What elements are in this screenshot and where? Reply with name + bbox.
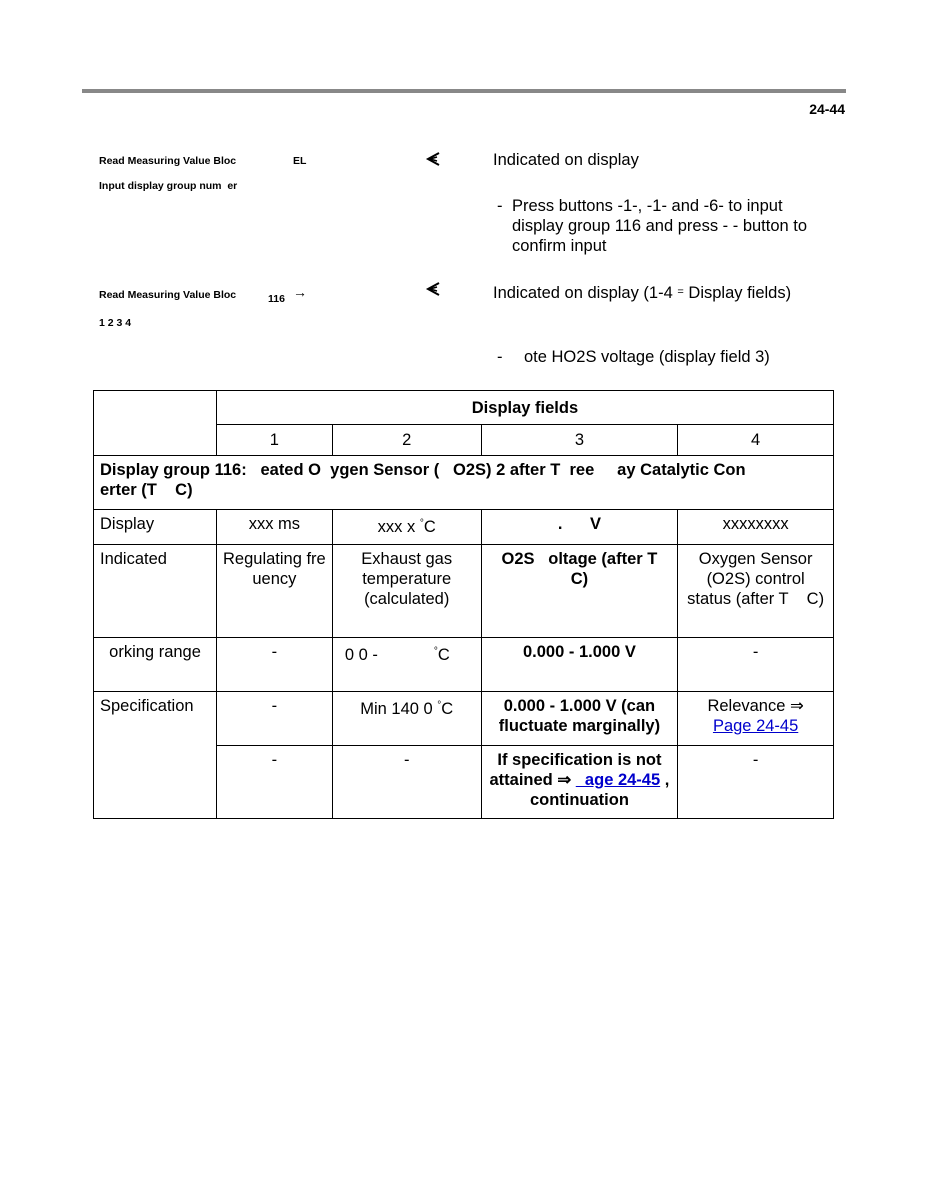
step1-bullet-dash: -: [497, 197, 503, 215]
working-f2-value: 0 0 -: [344, 646, 378, 664]
step1-bullet: Press buttons -1-, -1- and -6- to input display group 116 and press - - button to confirm input: [512, 197, 808, 255]
display-f1: xxx ms: [216, 510, 332, 545]
screen-line-1: Read Measuring Value Bloc: [99, 155, 237, 167]
not-attained-f2: -: [332, 746, 481, 819]
table-row-specification: [94, 692, 834, 746]
working-f1: -: [216, 638, 332, 692]
spec-f4: [678, 692, 834, 746]
table-header-row: [94, 391, 834, 425]
display-fields-table: [93, 390, 834, 819]
table-row-indicated: [94, 545, 834, 638]
field-number-3: 3: [481, 425, 678, 456]
indicated-f1: Regulating fre uency: [216, 545, 332, 638]
page-24-45-link[interactable]: Page 24-45: [712, 717, 799, 735]
screen2-line-2: 1 2 3 4: [99, 317, 132, 329]
display-f2-value: xxx x: [377, 518, 416, 536]
continuation-page-link[interactable]: age 24-45: [575, 771, 661, 789]
step2-instruction-a: Indicated on display (1-4: [493, 284, 673, 302]
working-f4: -: [678, 638, 834, 692]
spec-f2-value: Min 140 0: [360, 700, 433, 718]
step2-bullet-dash: -: [497, 348, 503, 366]
display-f2-unit: C: [423, 518, 436, 536]
step-marker-icon: [425, 281, 441, 297]
field-number-1: 1: [216, 425, 332, 456]
indicated-f4: Oxygen Sensor (O2S) control status (after T C): [678, 545, 834, 638]
spec-f2-unit: C: [441, 700, 454, 718]
indicated-f3: O2S oltage (after T C): [481, 545, 678, 638]
step2-bullet: ote HO2S voltage (display field 3): [524, 348, 770, 366]
field-number-2: 2: [332, 425, 481, 456]
page-number: 24-44: [809, 101, 845, 117]
step-marker-icon: [425, 151, 441, 167]
empty-corner-cell: [94, 391, 217, 456]
step2-instruction: [493, 282, 823, 303]
degree-symbol: °: [433, 646, 438, 657]
spec-f1: -: [216, 692, 332, 746]
screen-code: EL: [293, 155, 307, 167]
right-arrow-icon: →: [293, 284, 307, 300]
display-f2: [332, 510, 481, 545]
not-attained-f4: -: [678, 746, 834, 819]
table-row-working: [94, 638, 834, 692]
working-f2: [332, 638, 481, 692]
spec-f2: [332, 692, 481, 746]
step1-instruction: Indicated on display: [493, 151, 639, 169]
screen2-group: 116: [268, 293, 285, 305]
degree-symbol: °: [437, 700, 442, 711]
screen2-line-1: Read Measuring Value Bloc: [99, 289, 237, 301]
indicated-f2: Exhaust gas temperature (calculated): [332, 545, 481, 638]
continuation-suffix: , continuation: [529, 771, 670, 809]
working-f2-unit: C: [437, 646, 450, 664]
table-row-display: [94, 510, 834, 545]
working-f3: 0.000 - 1.000 V: [481, 638, 678, 692]
header-rule: [82, 89, 846, 93]
display-fields-header: Display fields: [216, 391, 833, 425]
not-attained-f1: -: [216, 746, 332, 819]
field-number-4: 4: [678, 425, 834, 456]
row-label-indicated: Indicated: [94, 545, 217, 638]
spec-f3: 0.000 - 1.000 V (can fluctuate marginally): [481, 692, 678, 746]
not-attained-f3: [481, 746, 678, 819]
group-title: Display group 116: eated O ygen Sensor ( O2S) 2 after T ree ay Catalytic Con erter (T C): [94, 456, 834, 510]
group-title-row: [94, 456, 834, 510]
screen-line-2: Input display group num er: [99, 180, 238, 192]
display-f3: . V: [481, 510, 678, 545]
not-attained-text: If specification is not attained ⇒: [489, 751, 662, 789]
degree-symbol: °: [419, 518, 424, 529]
spec-f4-text: Relevance ⇒: [707, 697, 804, 715]
row-label-display: Display: [94, 510, 217, 545]
row-label-working: orking range: [94, 638, 217, 692]
row-label-specification: Specification: [94, 692, 217, 819]
equals-symbol: =: [677, 286, 684, 298]
step2-instruction-b: Display fields): [688, 284, 792, 302]
display-f4: xxxxxxxx: [678, 510, 834, 545]
